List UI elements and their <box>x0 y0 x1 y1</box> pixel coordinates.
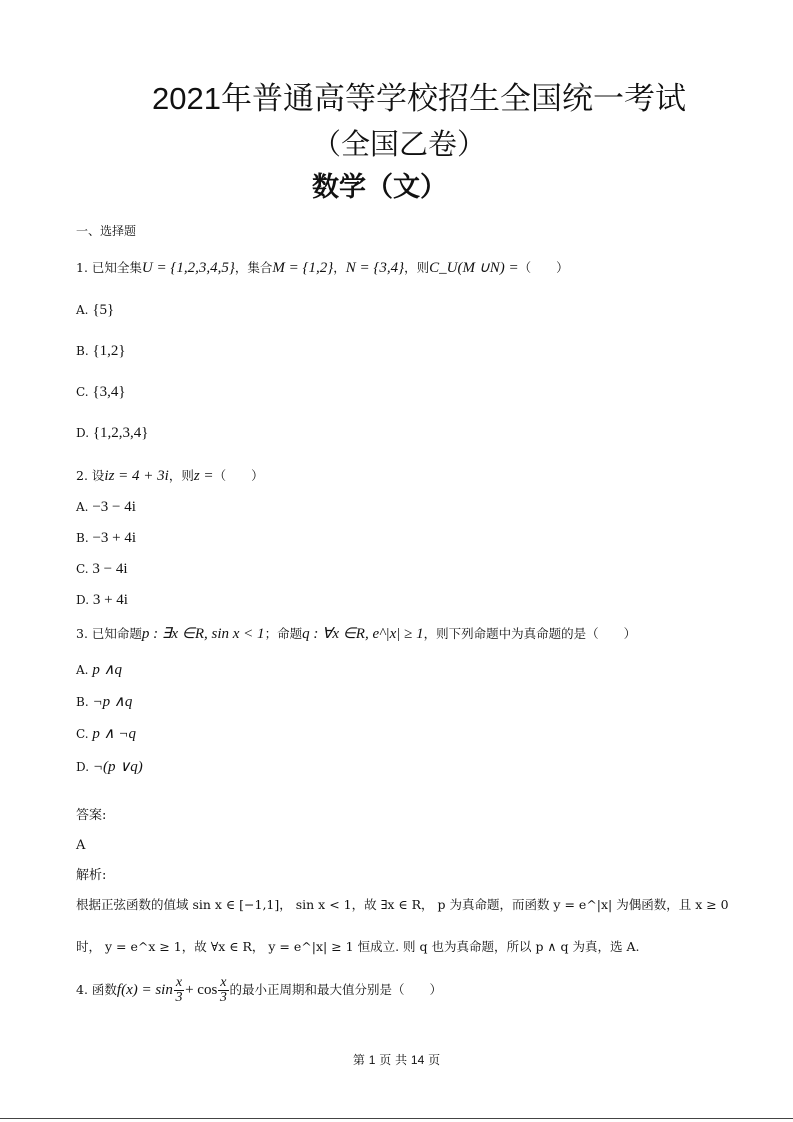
q3-stem-c: ，则下列命题中为真命题的是（ ） <box>423 626 637 641</box>
option-label: A. <box>76 663 89 677</box>
option-label: D. <box>76 760 90 774</box>
analysis-line-2: 时， y = e^x ≥ 1，故 ∀x ∈ R， y = e^|x| ≥ 1 恒成立. 则 q 也为真命题，所以 p ∧ q 为真，选 A. <box>76 939 640 954</box>
q4-stem-b: 的最小正周期和最大值分别是（ ） <box>229 982 443 997</box>
q1-option-d <box>76 424 149 442</box>
option-value: −3 + 4i <box>92 530 137 546</box>
q4-fraction-2 <box>218 976 228 1005</box>
q4-fraction-1 <box>174 976 184 1005</box>
fraction-numerator: x <box>175 975 183 990</box>
q2-option-d <box>76 591 128 609</box>
option-value: {1,2,3,4} <box>92 425 149 441</box>
option-value: −3 − 4i <box>92 499 136 515</box>
q3-stem-a: 3. 已知命题 <box>76 626 142 641</box>
q2-option-a <box>76 498 136 516</box>
subject-heading: 数学（文） <box>312 172 447 203</box>
paper-subtitle: （全国乙卷） <box>312 127 487 161</box>
q1-expression: C_U(M ∪N) = <box>429 260 519 276</box>
q2-option-c <box>76 560 128 578</box>
option-value: {5} <box>92 302 115 318</box>
q3-option-b <box>76 693 132 711</box>
fraction-denominator: 3 <box>219 990 227 1005</box>
answer-label: 答案: <box>76 808 107 823</box>
q4-plus-cos: + cos <box>185 982 218 998</box>
q2-expression: iz = 4 + 3i <box>104 468 169 484</box>
option-value: {3,4} <box>92 384 126 400</box>
footer-total-pages: 14 <box>410 1053 425 1067</box>
q1-stem-c: ，则 <box>404 260 430 275</box>
option-label: C. <box>76 727 89 741</box>
q3-proposition-p: p : ∃x ∈R, sin x < 1 <box>141 626 265 642</box>
q3-option-d <box>76 758 143 776</box>
fraction-numerator: x <box>220 975 227 990</box>
q1-stem-b: ，集合 <box>234 260 273 275</box>
page-bottom-divider <box>0 1118 793 1119</box>
footer-mid: 页 共 <box>379 1053 408 1067</box>
q4-stem-a: 4. 函数 <box>76 982 117 997</box>
option-value: 3 + 4i <box>92 592 128 608</box>
title-year: 2021 <box>152 81 221 116</box>
q1-option-b <box>76 342 126 360</box>
q3-proposition-q: q : ∀x ∈R, e^|x| ≥ 1 <box>302 626 424 642</box>
q4-function: f(x) = sin <box>116 982 173 998</box>
option-label: B. <box>76 344 89 358</box>
section-heading: 一、选择题 <box>76 224 137 238</box>
option-label: D. <box>76 426 90 440</box>
q2-z: z = <box>193 468 214 484</box>
fraction-denominator: 3 <box>175 990 183 1005</box>
title-text: 年普通高等学校招生全国统一考试 <box>220 81 686 117</box>
q2-option-b <box>76 529 136 547</box>
paper-title <box>152 80 686 118</box>
q1-option-a <box>76 301 114 319</box>
option-label: A. <box>76 500 89 514</box>
option-value: p ∧ ¬q <box>92 726 137 742</box>
q2-stem-a: 2. 设 <box>76 468 105 483</box>
answer-value: A <box>76 838 86 853</box>
q3-option-c <box>76 725 136 743</box>
option-label: A. <box>76 303 89 317</box>
option-label: C. <box>76 562 89 576</box>
q1-set-n: N = {3,4} <box>345 260 405 276</box>
option-label: C. <box>76 385 89 399</box>
q3-option-a <box>76 661 122 679</box>
option-label: D. <box>76 593 90 607</box>
option-label: B. <box>76 695 89 709</box>
question-1-stem <box>76 259 569 277</box>
option-value: ¬p ∧q <box>92 694 133 710</box>
footer-pre: 第 <box>352 1053 365 1067</box>
option-label: B. <box>76 531 89 545</box>
q1-option-c <box>76 383 126 401</box>
q1-stem-a: 1. 已知全集 <box>76 260 142 275</box>
footer-post: 页 <box>428 1053 441 1067</box>
q2-paren: （ ） <box>213 468 264 483</box>
option-value: {1,2} <box>92 343 126 359</box>
footer-page-number: 1 <box>368 1053 376 1067</box>
q1-sep: ， <box>333 260 346 275</box>
option-value: p ∧q <box>92 662 123 678</box>
q3-stem-b: ；命题 <box>264 626 303 641</box>
option-value: 3 − 4i <box>92 561 128 577</box>
question-2-stem <box>76 467 264 485</box>
q1-set-m: M = {1,2} <box>272 260 334 276</box>
q1-set-u: U = {1,2,3,4,5} <box>141 260 235 276</box>
option-value: ¬(p ∨q) <box>92 759 143 775</box>
analysis-line-1: 根据正弦函数的值域 sin x ∈ [−1,1]， sin x < 1，故 ∃x ∈ R， p 为真命题，而函数 y = e^|x| 为偶函数，且 x ≥ 0 <box>76 897 729 912</box>
q1-paren: （ ） <box>518 260 569 275</box>
q2-stem-b: ，则 <box>168 468 194 483</box>
analysis-label: 解析: <box>76 868 107 883</box>
question-3-stem <box>76 625 636 643</box>
page-footer <box>0 1052 793 1068</box>
question-4-stem <box>76 976 442 1005</box>
